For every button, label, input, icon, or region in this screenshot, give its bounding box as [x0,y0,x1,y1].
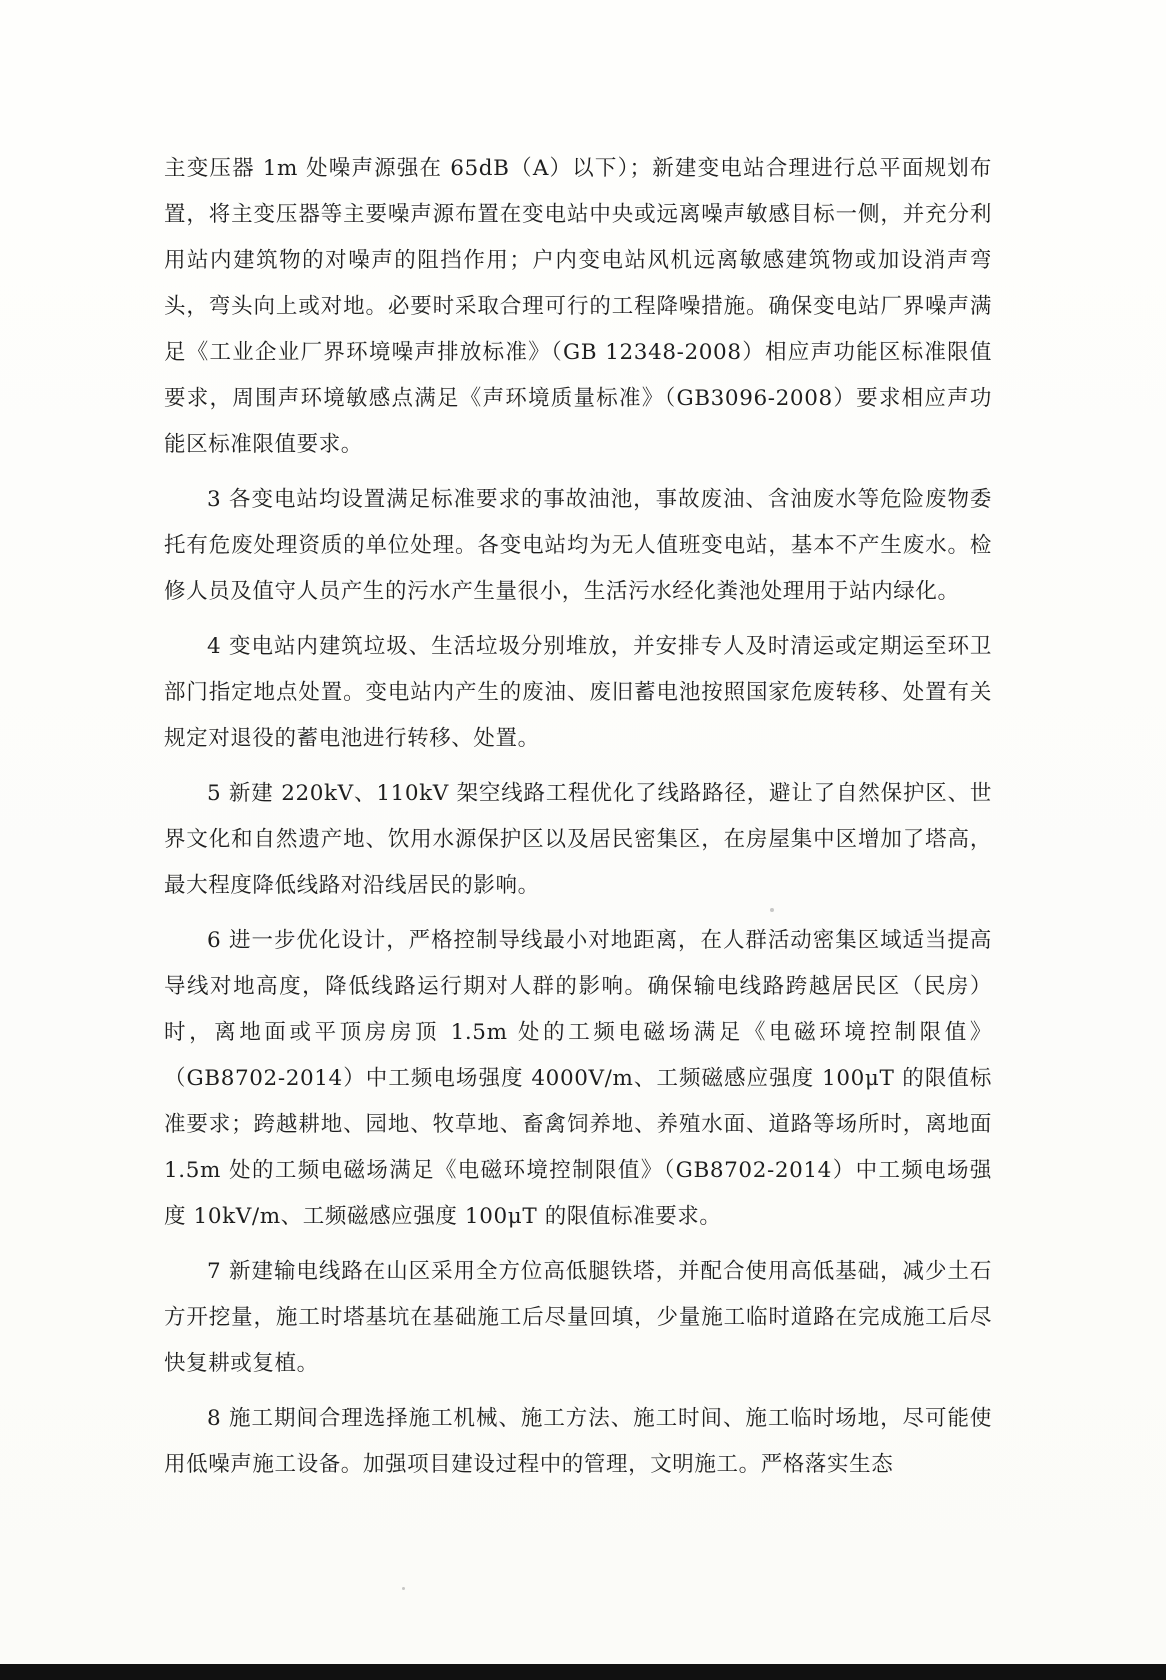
paragraph-7-towers: 7 新建输电线路在山区采用全方位高低腿铁塔，并配合使用高低基础，减少土石方开挖量，施工时塔基坑在基础施工后尽量回填，少量施工临时道路在完成施工后尽快复耕或复植。 [164,1259,992,1376]
scan-speck [770,908,774,912]
scan-bottom-edge [0,1664,1166,1680]
paragraph-noise-control: 主变压器 1m 处噪声源强在 65dB（A）以下）；新建变电站合理进行总平面规划布置，将主变压器等主要噪声源布置在变电站中央或远离噪声敏感目标一侧，并充分利用站内建筑物的对噪声的阻挡作用；户内变电站风机远离敏感建筑物或加设消声弯头，弯头向上或对地。必要时采取合理可行的工程降噪措施。确保变电站厂界噪声满足《工业企业厂界环境噪声排放标准》（GB 12348-2008）相应声功能区标准限值要求，周围声环境敏感点满足《声环境质量标准》（GB3096-2008）要求相应声功能区标准限值要求。 [164,156,992,457]
paragraph-8-construction: 8 施工期间合理选择施工机械、施工方法、施工时间、施工临时场地，尽可能使用低噪声施工设备。加强项目建设过程中的管理，文明施工。严格落实生态 [164,1406,992,1477]
paragraph-5-line-route: 5 新建 220kV、110kV 架空线路工程优化了线路路径，避让了自然保护区、世界文化和自然遗产地、饮用水源保护区以及居民密集区，在房屋集中区增加了塔高，最大程度降低线路对沿线居民的影响。 [164,781,992,898]
document-body [164,146,992,1497]
paragraph-6-emf-limits: 6 进一步优化设计，严格控制导线最小对地距离，在人群活动密集区域适当提高导线对地高度，降低线路运行期对人群的影响。确保输电线路跨越居民区（民房）时，离地面或平顶房房顶 1.5m 处的工频电磁场满足《电磁环境控制限值》（GB8702-2014）中工频电场强度 4000V/m、工频磁感应强度 100μT 的限值标准要求；跨越耕地、园地、牧草地、畜禽饲养地、养殖水面、道路等场所时，离地面 1.5m 处的工频电磁场满足《电磁环境控制限值》（GB8702-2014）中工频电场强度 10kV/m、工频磁感应强度 100μT 的限值标准要求。 [164,928,992,1229]
paragraph-3-oil-wastewater: 3 各变电站均设置满足标准要求的事故油池，事故废油、含油废水等危险废物委托有危废处理资质的单位处理。各变电站均为无人值班变电站，基本不产生废水。检修人员及值守人员产生的污水产生量很小，生活污水经化粪池处理用于站内绿化。 [164,487,992,604]
paragraph-4-solid-waste: 4 变电站内建筑垃圾、生活垃圾分别堆放，并安排专人及时清运或定期运至环卫部门指定地点处置。变电站内产生的废油、废旧蓄电池按照国家危废转移、处置有关规定对退役的蓄电池进行转移、处置。 [164,634,992,751]
scan-speck [402,1587,405,1590]
